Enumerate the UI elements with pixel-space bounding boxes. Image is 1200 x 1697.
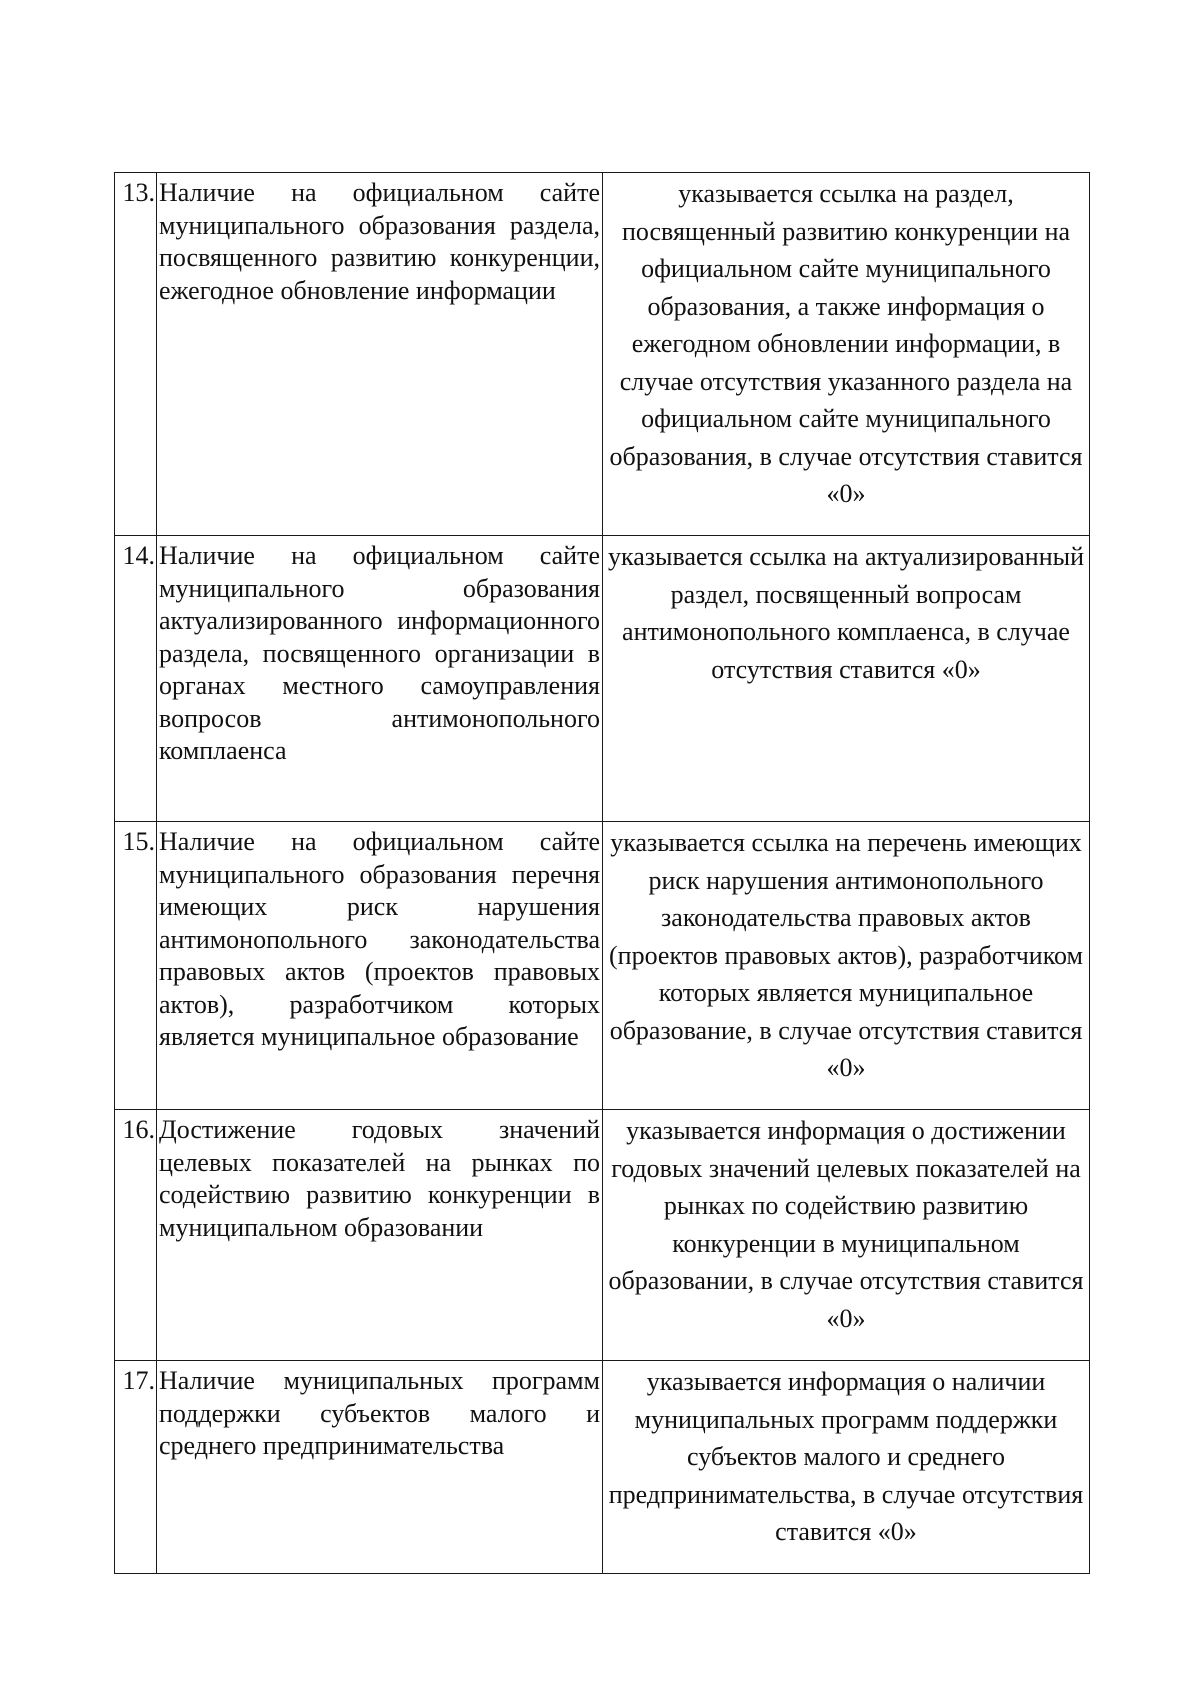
description-cell: указывается ссылка на раздел, посвященный развитию конкуренции на официальном сайте муниципального образования, а также информация о ежегодном обновлении информации, в случае отсутствия указанного раздела на официальном сайте муниципального образования, в случае отсутствия ставится «0» xyxy=(603,173,1090,536)
criterion-cell: Наличие муниципальных программ поддержки субъектов малого и среднего предпринимательства xyxy=(157,1361,603,1574)
criterion-cell: Наличие на официальном сайте муниципального образования актуализированного информационного раздела, посвященного организации в органах местного самоуправления вопросов антимонопольного комплаенса xyxy=(157,536,603,822)
row-number: 15. xyxy=(115,822,157,1110)
table-row xyxy=(115,536,1090,822)
row-number: 13. xyxy=(115,173,157,536)
criteria-table xyxy=(114,172,1090,1574)
description-cell: указывается ссылка на актуализированный раздел, посвященный вопросам антимонопольного комплаенса, в случае отсутствия ставится «0» xyxy=(603,536,1090,822)
row-number: 16. xyxy=(115,1110,157,1361)
table-row xyxy=(115,1361,1090,1574)
table-row xyxy=(115,1110,1090,1361)
criterion-cell: Наличие на официальном сайте муниципального образования раздела, посвященного развитию конкуренции, ежегодное обновление информации xyxy=(157,173,603,536)
row-number: 14. xyxy=(115,536,157,822)
table-row xyxy=(115,822,1090,1110)
criterion-cell: Достижение годовых значений целевых показателей на рынках по содействию развитию конкуренции в муниципальном образовании xyxy=(157,1110,603,1361)
description-cell: указывается информация о достижении годовых значений целевых показателей на рынках по содействию развитию конкуренции в муниципальном образовании, в случае отсутствия ставится «0» xyxy=(603,1110,1090,1361)
table-row xyxy=(115,173,1090,536)
description-cell: указывается информация о наличии муниципальных программ поддержки субъектов малого и среднего предпринимательства, в случае отсутствия ставится «0» xyxy=(603,1361,1090,1574)
description-cell: указывается ссылка на перечень имеющих риск нарушения антимонопольного законодательства правовых актов (проектов правовых актов), разработчиком которых является муниципальное образование, в случае отсутствия ставится «0» xyxy=(603,822,1090,1110)
row-number: 17. xyxy=(115,1361,157,1574)
criterion-cell: Наличие на официальном сайте муниципального образования перечня имеющих риск нарушения антимонопольного законодательства правовых актов (проектов правовых актов), разработчиком которых является муниципальное образование xyxy=(157,822,603,1110)
